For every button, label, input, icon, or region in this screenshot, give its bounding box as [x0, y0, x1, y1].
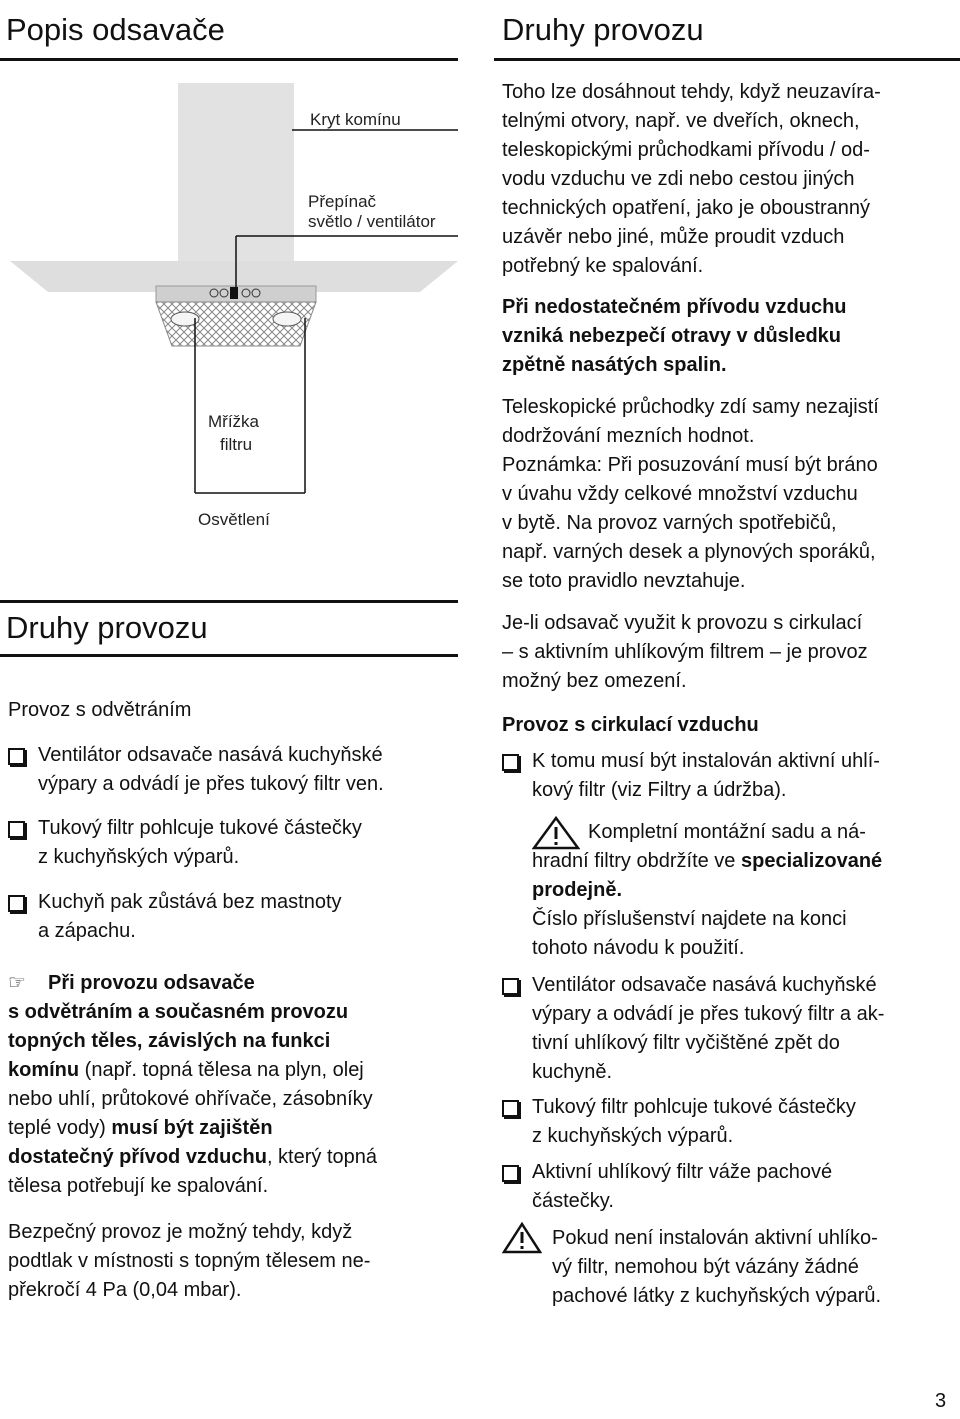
right-header-rule [494, 58, 960, 61]
accessory-warning: Kompletní montážní sadu a ná- hradní filtry obdržíte ve specializované prodejně. Číslo příslušenství najdete na konci tohoto návodu k použití. [532, 821, 883, 959]
list-item: Kuchyň pak zůstává bez mastnoty a zápachu. [8, 888, 342, 946]
checkbox-bullet-icon [502, 754, 519, 771]
list-item: Tukový filtr pohlcuje tukové částečky z kuchyňských výparů. [8, 814, 362, 872]
section-rule-bottom [0, 654, 458, 657]
air-supply-paragraph: Toho lze dosáhnout tehdy, když neuzavíra- telnými otvory, např. ve dveřích, oknech, teleskopickými průchodkami přívodu / od- vodu vzduchu ve zdi nebo cestou jiných technických opatření, jako je oboustranný uzávěr nebo jiné, může proudit vzduch potřebný ke spalování. [502, 81, 881, 277]
checkbox-bullet-icon [502, 978, 519, 995]
section-rule-top [0, 600, 458, 603]
note-block: ☞ Při provozu odsavače s odvětráním a současném provozu topných těles, závislých na funkci komínu (např. topná tělesa na plyn, olej nebo uhlí, průtokové ohřívače, zásobníky teplé vody) musí být zajištěn dostatečný přívod vzduchu, který topná tělesa potřebují ke spalování. [8, 969, 463, 1201]
left-header-title: Popis odsavače [6, 12, 225, 47]
light-label: Osvětlení [198, 510, 270, 529]
chimney-shape [178, 83, 294, 261]
switch-label-line2: světlo / ventilátor [308, 212, 436, 231]
list-item: K tomu musí být instalován aktivní uhlí- kový filtr (viz Filtry a údržba). [502, 747, 880, 805]
safety-paragraph: Bezpečný provoz je možný tehdy, když podtlak v místnosti s topným tělesem ne- překročí 4 Pa (0,04 mbar). [8, 1221, 371, 1301]
switch-label-line1: Přepínač [308, 192, 377, 211]
list-item: Aktivní uhlíkový filtr váže pachové částečky. [502, 1158, 832, 1216]
hood-diagram [0, 60, 470, 560]
list-item: Tukový filtr pohlcuje tukové částečky z kuchyňských výparů. [502, 1093, 856, 1151]
page-number: 3 [935, 1390, 947, 1412]
telescopic-note: Teleskopické průchodky zdí samy nezajistí dodržování mezních hodnot. Poznámka: Při posuzování musí být bráno v úvahu vždy celkové množství vzduchu v bytě. Na provoz varných spotřebičů, např. varných desek a plynových sporáků, se toto pravidlo nevztahuje. [502, 396, 879, 592]
poisoning-warning: Při nedostatečném přívodu vzduchu vzniká nebezpečí otravy v důsledku zpětně nasátých spalin. [502, 296, 847, 376]
list-item: Ventilátor odsavače nasává kuchyňské výpary a odvádí je přes tukový filtr a ak- tivní uhlíkový filtr vyčištěné zpět do kuchyně. [502, 971, 884, 1087]
checkbox-bullet-icon [502, 1165, 519, 1182]
checkbox-bullet-icon [8, 821, 25, 838]
section-title: Druhy provozu [6, 610, 208, 645]
checkbox-bullet-icon [8, 895, 25, 912]
circulation-subhead: Provoz s cirkulací vzduchu [502, 714, 759, 736]
chimney-label: Kryt komínu [310, 110, 401, 129]
checkbox-bullet-icon [8, 748, 25, 765]
right-header-title: Druhy provozu [502, 12, 704, 47]
filter-label-line1: Mřížka [208, 412, 259, 431]
warning-icon [502, 1222, 542, 1254]
pointing-hand-icon: ☞ [8, 972, 26, 994]
odor-warning: Pokud není instalován aktivní uhlíko- vý filtr, nemohou být vázány žádné pachové látky z kuchyňských výparů. [552, 1227, 882, 1307]
venting-subhead: Provoz s odvětráním [8, 699, 192, 721]
checkbox-bullet-icon [502, 1100, 519, 1117]
filter-label-line2: filtru [220, 435, 253, 454]
list-item: Ventilátor odsavače nasává kuchyňské výpary a odvádí je přes tukový filtr ven. [8, 741, 384, 799]
circulation-paragraph: Je-li odsavač využit k provozu s cirkulací – s aktivním uhlíkovým filtrem – je provoz možný bez omezení. [502, 612, 868, 692]
